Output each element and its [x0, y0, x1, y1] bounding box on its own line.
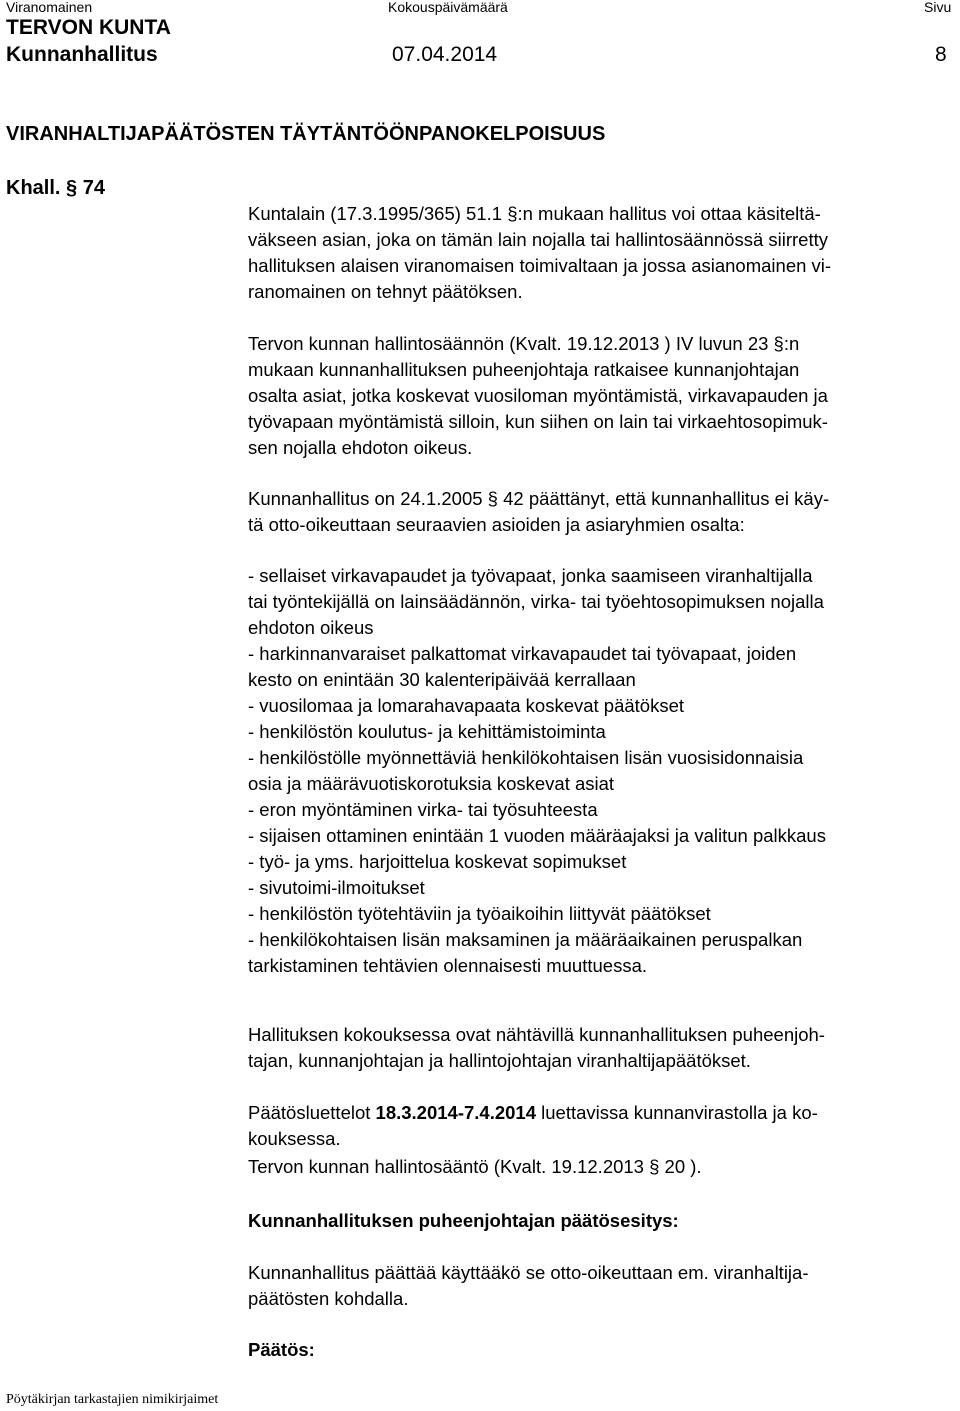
paragraph-decision-lists: Päätösluettelot 18.3.2014-7.4.2014 luettavissa kunnanvirastolla ja ko- kouksessa. [248, 1102, 818, 1149]
paragraph-municipal-act: Kuntalain (17.3.1995/365) 51.1 §:n mukaan hallitus voi ottaa käsiteltä- väkseen asian, joka on tämän lain nojalla tai hallintosäännössä siirretty hallituksen alaisen viranomaisen toimivaltaan ja jossa asianomainen vi- ranomainen on tehnyt päätöksen. [248, 203, 832, 302]
document-title: VIRANHALTIJAPÄÄTÖSTEN TÄYTÄNTÖÖNPANOKELPOISUUS [6, 123, 606, 145]
paragraph-board-decision: Kunnanhallitus on 24.1.2005 § 42 päättänyt, että kunnanhallitus ei käy- tä otto-oikeuttaan seuraavien asioiden ja asiaryhmien osalta: [248, 488, 830, 535]
paragraph-proposal: Kunnanhallitus päättää käyttääkö se otto-oikeuttaan em. viranhaltija- päätösten kohdalla. [248, 1262, 809, 1309]
header-label-page: Sivu [924, 0, 952, 15]
footer-initials-label: Pöytäkirjan tarkastajien nimikirjaimet [6, 1392, 219, 1407]
header-page-number: 8 [935, 43, 947, 66]
paragraph-available-decisions: Hallituksen kokouksessa ovat nähtävillä kunnanhallituksen puheenjoh- tajan, kunnanjohtajan ja hallintojohtajan viranhaltijapäätökset. [248, 1024, 825, 1071]
paragraph-administrative-rules: Tervon kunnan hallintosäännön (Kvalt. 19.12.2013 ) IV luvun 23 §:n mukaan kunnanhallituksen puheenjohtaja ratkaisee kunnanjohtajan osalta asiat, jotka koskevat vuosiloman myöntämistä, virkavapauden ja työvapaan myöntämistä silloin, kun siihen on lain tai virkaehtosopimuk- sen nojalla ehdoton oikeus. [248, 333, 828, 458]
paragraph-rules-reference: Tervon kunnan hallintosääntö (Kvalt. 19.12.2013 § 20 ). [248, 1156, 702, 1177]
proposal-heading: Kunnanhallituksen puheenjohtajan päätösesitys: [248, 1210, 679, 1231]
header-label-meeting-date: Kokouspäivämäärä [388, 0, 508, 15]
list-excluded-matters: - sellaiset virkavapaudet ja työvapaat, jonka saamiseen viranhaltijalla tai työntekijällä on lainsäädännön, virka- tai työehtosopimuksen nojalla ehdoton oikeus - harkinnanvaraiset palkattomat virkavapaudet tai työvapaat, joiden kesto on enintään 30 kalenteripäivää kerrallaan - vuosilomaa ja lomarahavapaata koskevat päätökset - henkilöstön koulutus- ja kehittämistoiminta - henkilöstölle myönnettäviä henkilökohtaisen lisän vuosisidonnaisia osia ja määrävuotiskorotuksia koskevat asiat - eron myöntäminen virka- tai työsuhteesta - sijaisen ottaminen enintään 1 vuoden määräajaksi ja valitun palkkaus - työ- ja yms. harjoittelua koskevat sopimukset - sivutoimi-ilmoitukset - henkilöstön työtehtäviin ja työaikoihin liittyvät päätökset - henkilökohtaisen lisän maksaminen ja määräaikainen peruspalkan tarkistaminen tehtävien olennaisesti muuttuessa. [248, 565, 826, 976]
section-number: Khall. § 74 [6, 177, 105, 199]
header-label-authority: Viranomainen [6, 0, 93, 15]
header-date: 07.04.2014 [392, 43, 498, 66]
header-authority: Kunnanhallitus [6, 43, 158, 66]
header-org-name: TERVON KUNTA [6, 16, 171, 39]
decision-heading: Päätös: [248, 1339, 315, 1360]
